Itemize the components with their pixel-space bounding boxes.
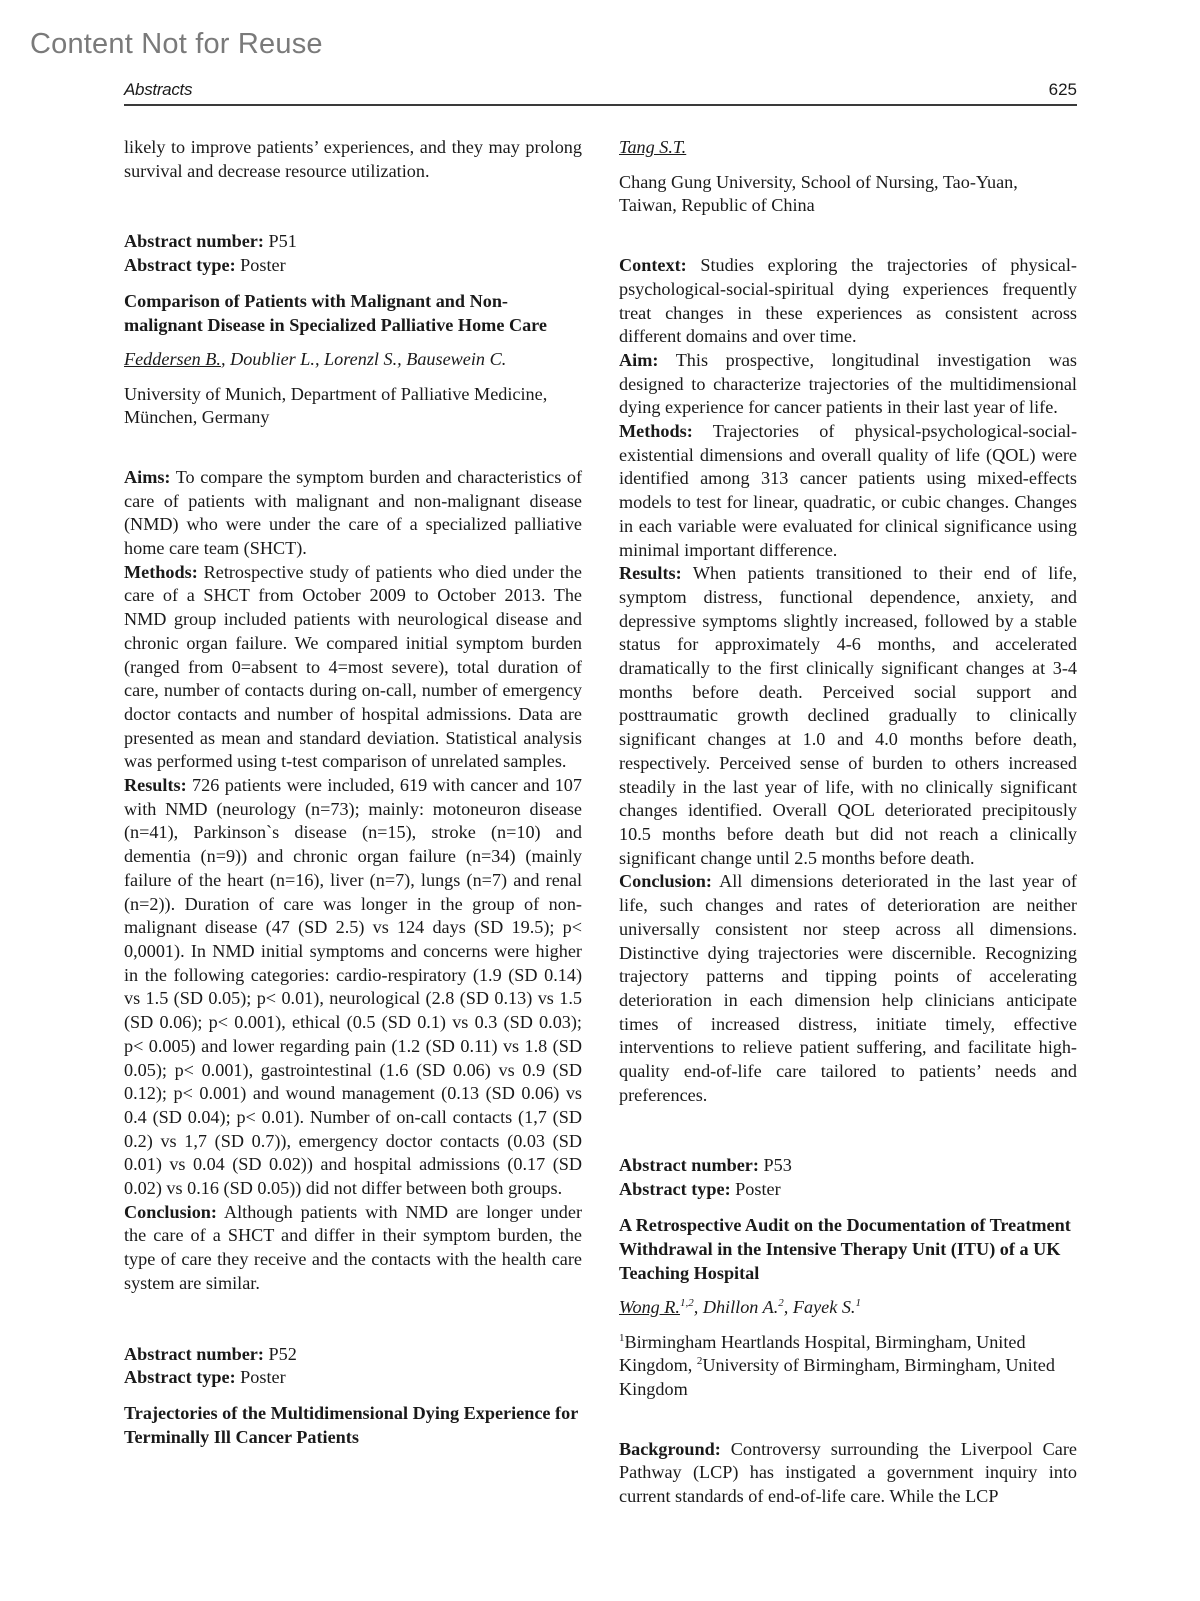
author-list: Feddersen B., Doublier L., Lorenzl S., Bausewein C. <box>124 348 507 369</box>
section-background: Background: Controversy surrounding the Liverpool Care Pathway (LCP) has instigated a government inquiry into current standards of end-of-life care. While the LCP <box>619 1438 1077 1507</box>
section-title: Abstracts <box>124 80 193 99</box>
author-list <box>619 136 1077 160</box>
abstract-type: Abstract type: Poster <box>619 1179 781 1200</box>
right-column <box>619 136 1077 1509</box>
watermark: Content Not for Reuse <box>30 28 323 60</box>
author: Dhillon A. <box>702 1296 779 1317</box>
affiliation: $^1$Birmingham Heartlands Hospital, Birmingham, United Kingdom, $^2$University of Birmingham, Birmingham, United Kingdom <box>619 1331 1055 1399</box>
section-methods: Methods: Trajectories of physical-psychological-social-existential dimensions and overall quality of life (QOL) were identified among 313 cancer patients using mixed-effects models to test for linear, quadratic, or cubic changes. Changes in each variable were evaluated for clinical significance using minimal important difference. <box>619 421 1077 560</box>
author: Fayek S. <box>792 1296 856 1317</box>
section-aims: Aims: To compare the symptom burden and characteristics of care of patients with malignant and non-malignant disease (NMD) who were under the care of a specialized palliative home care team (SHCT). <box>124 466 582 559</box>
abstract-p52 <box>124 1343 582 1449</box>
abstract-title: Comparison of Patients with Malignant and Non-malignant Disease in Specialized Palliative Home Care <box>124 290 547 335</box>
running-head <box>124 78 1077 106</box>
presenting-author: Wong R. <box>619 1296 680 1317</box>
abstract-number: Abstract number: P51 <box>124 231 297 252</box>
section-context: Context: Studies exploring the trajectories of physical-psychological-social-spiritual dying experiences frequently treat changes in these experiences as consistent across different domains and over time. <box>619 255 1077 347</box>
affiliation: Chang Gung University, School of Nursing, Tao-Yuan, Taiwan, Republic of China <box>619 171 1018 216</box>
author-list: Wong R.$^{1,2}$, Dhillon A.$^2$, Fayek S.$^1$ <box>619 1296 861 1317</box>
section-results: Results: When patients transitioned to their end of life, symptom distress, functional dependence, anxiety, and depressive symptoms slightly increased, followed by a stable status for approximately 4-6 months, and accelerated dramatically to the first clinically significant changes at 3-4 months before death. Perceived social support and posttraumatic growth declined gradually to clinically significant changes at 1.0 and 4.0 months before death, respectively. Perceived sense of burden to others increased steadily in the last year of life, with no clinically significant changes identified. Overall QOL deteriorated precipitously 10.5 months before death but did not reach a clinically significant change until 2.5 months before death. <box>619 563 1077 868</box>
abstract-title: A Retrospective Audit on the Documentation of Treatment Withdrawal in the Intensive Therapy Unit (ITU) of a UK Teaching Hospital <box>619 1214 1071 1283</box>
abstract-number: Abstract number: P52 <box>124 1343 297 1364</box>
abstract-number: Abstract number: P53 <box>619 1155 792 1176</box>
section-methods: Methods: Retrospective study of patients who died under the care of a SHCT from October 2009 to October 2013. The NMD group included patients with neurological disease and chronic organ failure. We compared initial symptom burden (ranged from 0=absent to 4=most severe), total duration of care, number of contacts during on-call, number of emergency doctor contacts and number of hospital admissions. Data are presented as mean and standard deviation. Statistical analysis was performed using t-test comparison of unrelated samples. <box>124 561 582 772</box>
presenting-author: Tang S.T. <box>619 137 687 157</box>
abstract-type: Abstract type: Poster <box>124 255 286 276</box>
abstract-title: Trajectories of the Multidimensional Dying Experience for Terminally Ill Cancer Patients <box>124 1402 578 1447</box>
abstract-p53 <box>619 1154 1077 1508</box>
section-aim: Aim: This prospective, longitudinal investigation was designed to characterize trajectories of the multidimensional dying experience for cancer patients in their last year of life. <box>619 349 1077 418</box>
section-results: Results: 726 patients were included, 619 with cancer and 107 with NMD (neurology (n=73); mainly: motoneuron disease (n=41), Parkinson`s disease (n=15), stroke (n=10) and dementia (n=9)) and chronic organ failure (n=34) (mainly failure of the heart (n=16), liver (n=7), lungs (n=7) and renal (n=2)). Duration of care was longer in the group of non-malignant disease (47 (SD 2.5) vs 124 days (SD 19.5); p< 0,0001). In NMD initial symptoms and concerns were higher in the following categories: cardio-respiratory (1.9 (SD 0.14) vs 1.5 (SD 0.05); p< 0.01), neurological (2.8 (SD 0.13) vs 1.5 (SD 0.06); p< 0.001), ethical (0.5 (SD 0.1) vs 0.3 (SD 0.03); p< 0.005) and lower regarding pain (1.2 (SD 0.11) vs 1.8 (SD 0.05); p< 0.001), gastrointestinal (1.6 (SD 0.06) vs 0.9 (SD 0.12); p< 0.001) and wound management (0.13 (SD 0.06) vs 0.4 (SD 0.04); p< 0.01). Number of on-call contacts (1,7 (SD 0.2) vs 1,7 (SD 0.7)), emergency doctor contacts (0.03 (SD 0.01) vs 0.04 (SD 0.02)) and hospital admissions (0.17 (SD 0.02) vs 0.16 (SD 0.05)) did not differ between both groups. <box>124 775 582 1199</box>
continuation-text: likely to improve patients’ experiences, and they may prolong survival and decrease resource utilization. <box>124 137 582 181</box>
presenting-author: Feddersen B. <box>124 348 221 369</box>
abstract-p51 <box>124 230 582 1295</box>
abstract-type: Abstract type: Poster <box>124 1367 286 1388</box>
abstract-p52-continued <box>619 136 1077 1107</box>
section-conclusion: Conclusion: Although patients with NMD are longer under the care of a SHCT and differ in their symptom burden, the type of care they receive and the contacts with the health care system are similar. <box>124 1201 582 1293</box>
left-column <box>124 136 582 1449</box>
page-number: 625 <box>1048 80 1077 99</box>
section-conclusion: Conclusion: All dimensions deteriorated in the last year of life, such changes and rates of deterioration are neither universally consistent nor steep across all dimensions. Distinctive dying trajectories were discernible. Recognizing trajectory patterns and tipping points of accelerating deterioration in each dimension help clinicians anticipate times of increased distress, initiate timely, effective interventions to relieve patient suffering, and facilitate high-quality end-of-life care tailored to patients’ needs and preferences. <box>619 871 1077 1105</box>
affiliation: University of Munich, Department of Palliative Medicine, München, Germany <box>124 383 548 428</box>
